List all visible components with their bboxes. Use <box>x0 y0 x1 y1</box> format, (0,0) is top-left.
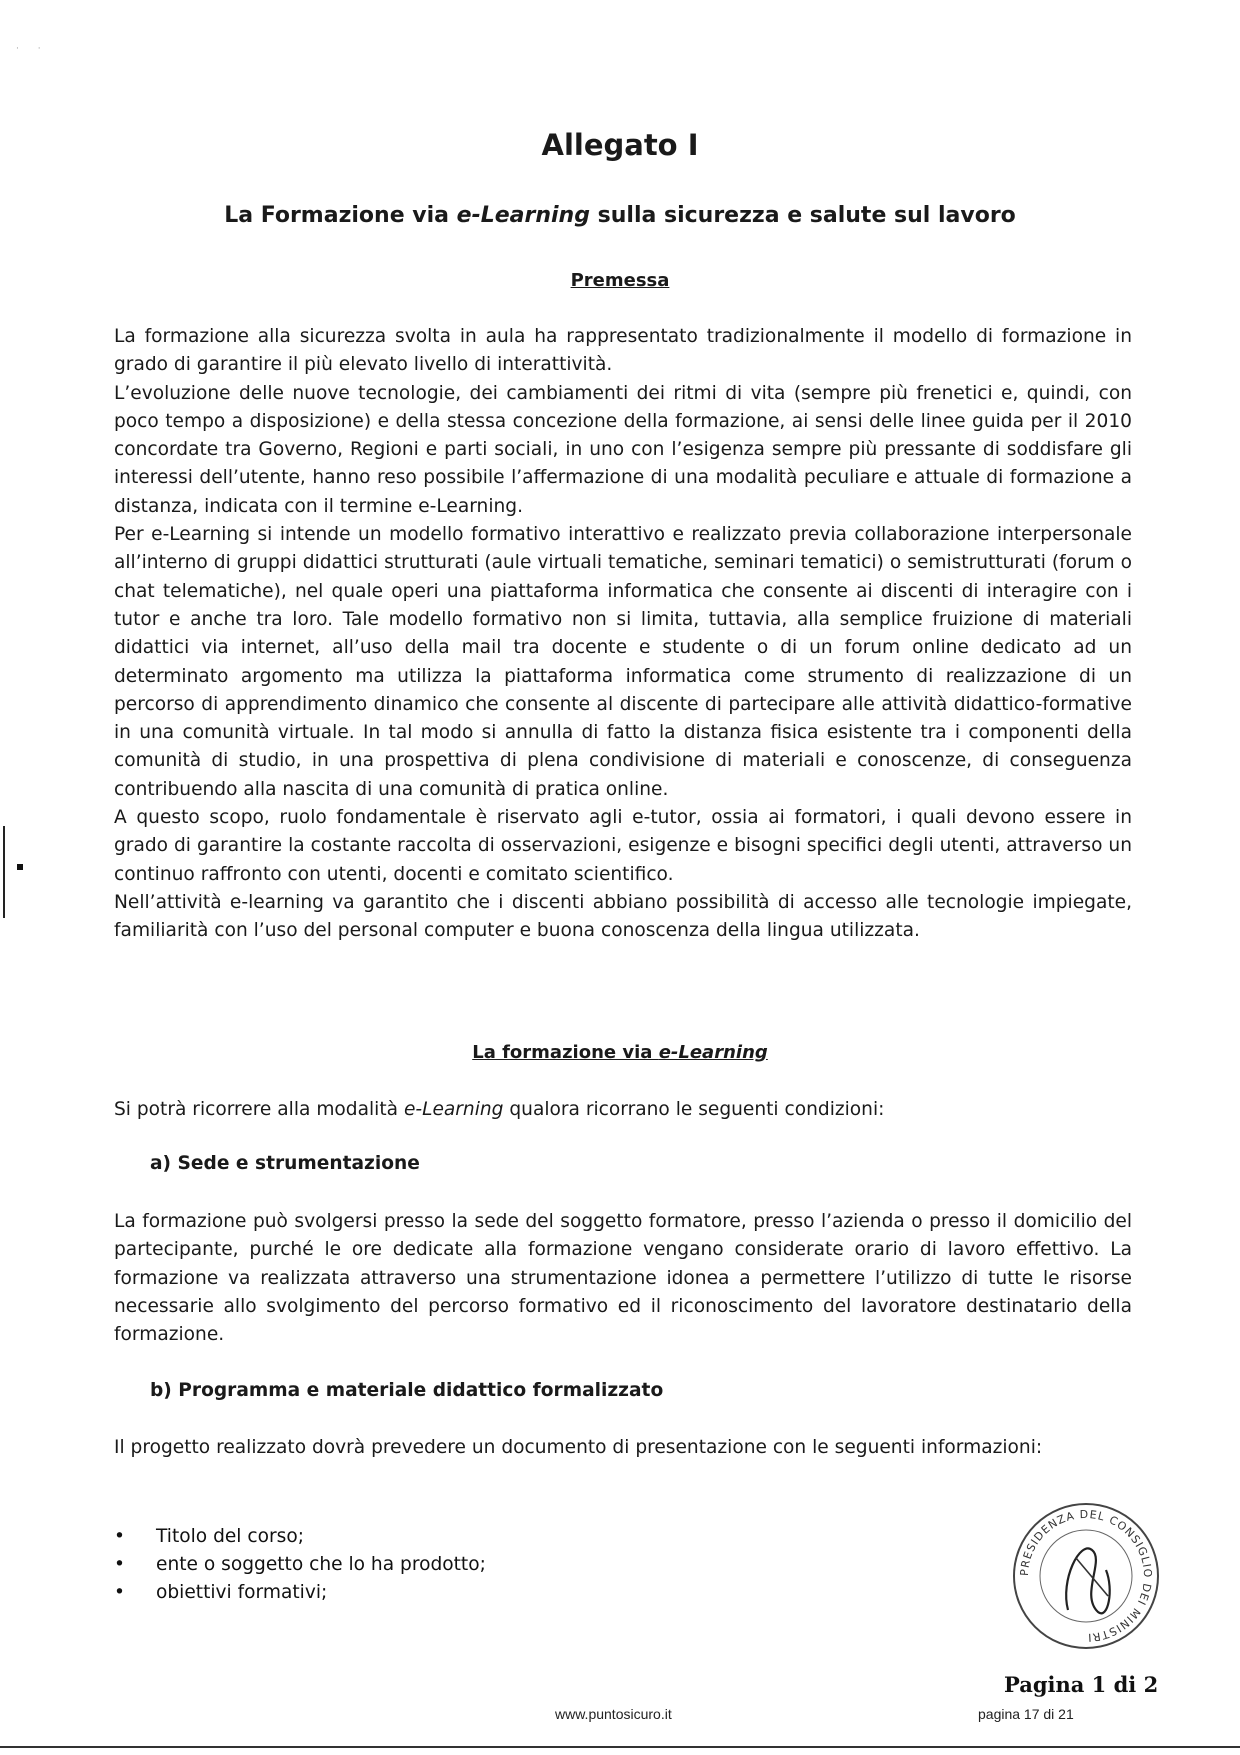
footer-url: www.puntosicuro.it <box>555 1706 672 1722</box>
premessa-heading: Premessa <box>570 270 670 291</box>
section2-heading-em: e-Learning <box>658 1042 768 1063</box>
bottom-divider <box>0 1746 1240 1748</box>
svg-text:PRESIDENZA DEL CONSIGLIO DEI M <box>1018 1508 1154 1644</box>
page-number-label: Pagina 1 di 2 <box>1004 1672 1159 1697</box>
section2-heading <box>0 1042 1240 1063</box>
official-stamp-icon <box>1010 1500 1162 1652</box>
scan-specks: · · <box>16 44 49 54</box>
subtitle-part: La Formazione via <box>224 203 457 228</box>
paragraph: Nell’attività e-learning va garantito che i discenti abbiano possibilità di accesso alle tecnologie impiegate, familiarità con l’uso del personal computer e buona conoscenza della lingua utilizzata. <box>114 891 1132 942</box>
paragraph: Per e-Learning si intende un modello formativo interattivo e realizzato previa collaborazione interpersonale all’interno di gruppi didattici strutturati (aule virtuali tematiche, seminari tematici) o semistrutturati (forum o chat telematiche), nel quale operi una piattaforma informatica che consente ai discenti di interagire con i tutor e anche tra loro. Tale modello formativo non si limita, tuttavia, alla semplice fruizione di materiali didattici via internet, all’uso della mail tra docente e studente o di un forum online dedicato ad un determinato argomento ma utilizza la piattaforma informatica come strumento di realizzazione di un percorso di apprendimento dinamico che consente al discente di partecipare alle attività didattico-formative in una comunità virtuale. In tal modo si annulla di fatto la distanza fisica esistente tra i componenti della comunità di studio, in una prospettiva di plena condivisione di materiali e conoscenze, di conseguenza contribuendo alla nascita di una comunità di pratica online. <box>114 524 1132 800</box>
sub-a-text: La formazione può svolgersi presso la sede del soggetto formatore, presso l’azienda o presso il domicilio del partecipante, purché le ore dedicate alla formazione vengano considerate orario di lavoro effettivo. La formazione va realizzata attraverso una strumentazione idonea a permettere l’utilizzo di tutte le risorse necessarie allo svolgimento del percorso formativo ed il riconoscimento del lavoratore destinatario della formazione. <box>114 1211 1132 1346</box>
list-item: • ente o soggetto che lo ha prodotto; <box>114 1551 486 1579</box>
section2-heading-part: La formazione via <box>472 1042 659 1063</box>
footer-page-number: pagina 17 di 21 <box>978 1706 1074 1722</box>
intro-em: e-Learning <box>403 1099 504 1120</box>
sub-a-heading: a) Sede e strumentazione <box>150 1153 420 1174</box>
document-subtitle <box>0 203 1240 228</box>
paragraph: La formazione alla sicurezza svolta in aula ha rappresentato tradizionalmente il modello di formazione in grado di garantire il più elevato livello di interattività. <box>114 326 1132 376</box>
sub-b-heading: b) Programma e materiale didattico formalizzato <box>150 1380 664 1401</box>
list-item: • Titolo del corso; <box>114 1523 486 1551</box>
subtitle-em: e-Learning <box>456 203 590 228</box>
intro-part: Si potrà ricorrere alla modalità <box>114 1099 404 1120</box>
paragraph: A questo scopo, ruolo fondamentale è riservato agli e-tutor, ossia ai formatori, i quali devono essere in grado di garantire la costante raccolta di osservazioni, esigenze e bisogni specifici degli utenti, attraverso un continuo raffronto con utenti, docenti e comitato scientifico. <box>114 807 1132 885</box>
margin-mark <box>17 864 23 870</box>
paragraph: L’evoluzione delle nuove tecnologie, dei cambiamenti dei ritmi di vita (sempre più frenetici e, quindi, con poco tempo a disposizione) e della stessa concezione della formazione, ai sensi delle linee guida per il 2010 concordate tra Governo, Regioni e parti sociali, in uno con l’esigenza sempre più pressante di soddisfare gli interessi dell’utente, hanno reso possibile l’affermazione di una modalità peculiare e attuale di formazione a distanza, indicata con il termine e-Learning. <box>114 382 1132 517</box>
premessa-body <box>114 323 1132 946</box>
subtitle-part: sulla sicurezza e salute sul lavoro <box>589 203 1016 228</box>
info-bullet-list <box>114 1523 486 1607</box>
document-title: Allegato I <box>541 128 699 162</box>
sub-b-text: Il progetto realizzato dovrà prevedere un documento di presentazione con le seguenti informazioni: <box>114 1437 1043 1458</box>
stamp-text: PRESIDENZA DEL CONSIGLIO DEI MINISTRI <box>1017 1507 1155 1645</box>
intro-part: qualora ricorrano le seguenti condizioni: <box>503 1099 885 1120</box>
section2-intro <box>114 1096 1132 1124</box>
list-item: • obiettivi formativi; <box>114 1579 486 1607</box>
margin-line <box>3 826 5 918</box>
